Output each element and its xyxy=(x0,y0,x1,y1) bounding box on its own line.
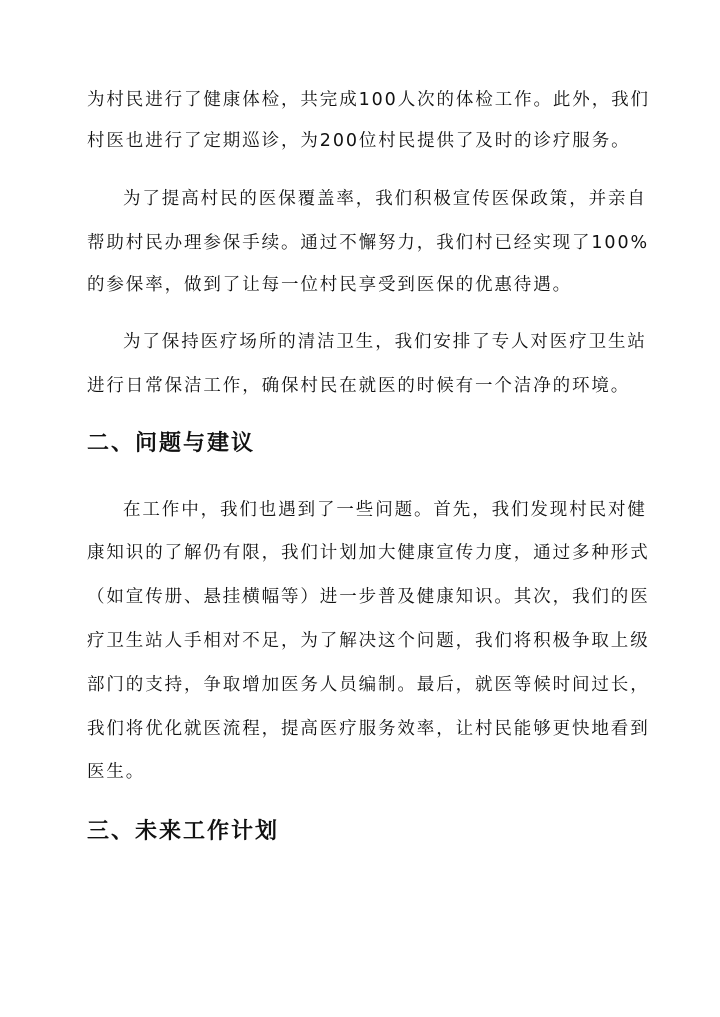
paragraph-line: 为村民进行了健康体检，共完成100人次的体检工作。此外，我们 xyxy=(87,90,650,110)
paragraph-line: 村医也进行了定期巡诊，为200位村民提供了及时的诊疗服务。 xyxy=(87,131,631,151)
paragraph-line: 我们将优化就医流程，提高医疗服务效率，让村民能够更快地看到 xyxy=(87,719,650,739)
paragraph-line: 医生。 xyxy=(87,762,146,782)
paragraph-line: 为了提高村民的医保覆盖率，我们积极宣传医保政策，并亲自 xyxy=(123,189,647,209)
paragraph-line: 疗卫生站人手相对不足，为了解决这个问题，我们将积极争取上级 xyxy=(87,631,650,651)
paragraph-line: 康知识的了解仍有限，我们计划加大健康宣传力度，通过多种形式 xyxy=(87,543,650,563)
paragraph-line: 帮助村民办理参保手续。通过不懈努力，我们村已经实现了100% xyxy=(87,233,650,253)
paragraph-line: （如宣传册、悬挂横幅等）进一步普及健康知识。其次，我们的医 xyxy=(87,587,650,607)
paragraph-line: 进行日常保洁工作，确保村民在就医的时候有一个洁净的环境。 xyxy=(87,376,631,396)
section-heading: 二、问题与建议 xyxy=(87,431,256,456)
paragraph-line: 部门的支持，争取增加医务人员编制。最后，就医等候时间过长， xyxy=(87,675,650,695)
paragraph-line: 在工作中，我们也遇到了一些问题。首先，我们发现村民对健 xyxy=(123,500,647,520)
section-heading: 三、未来工作计划 xyxy=(87,819,280,844)
paragraph-line: 的参保率，做到了让每一位村民享受到医保的优惠待遇。 xyxy=(87,275,572,295)
paragraph-line: 为了保持医疗场所的清洁卫生，我们安排了专人对医疗卫生站 xyxy=(123,332,647,352)
